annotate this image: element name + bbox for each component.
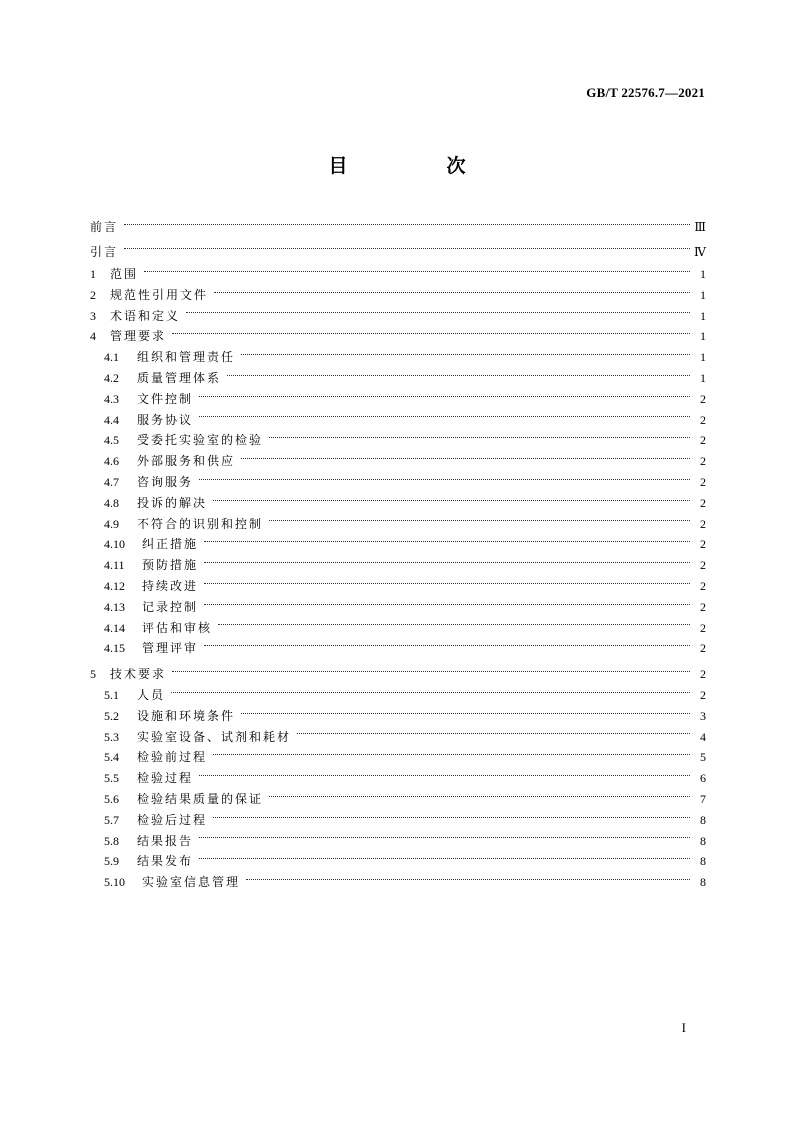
toc-dot-leader: [124, 224, 690, 225]
toc-entry[interactable]: [90, 410, 706, 431]
toc-entry[interactable]: [90, 576, 706, 597]
toc-entry-number: 3: [90, 308, 96, 323]
toc-entry[interactable]: [90, 851, 706, 872]
toc-entry[interactable]: [90, 768, 706, 789]
toc-entry-title: 服务协议: [137, 412, 194, 427]
toc-entry-title: 组织和管理责任: [137, 350, 236, 365]
toc-entry-page: 2: [700, 620, 706, 635]
toc-entry-title: 持续改进: [142, 578, 199, 593]
toc-entry-number: 5.5: [104, 771, 119, 786]
toc-entry-title: 文件控制: [137, 391, 194, 406]
toc-entry-number: 5.6: [104, 791, 119, 806]
toc-entry-number: 5.2: [104, 708, 119, 723]
toc-entry-title: 受委托实验室的检验: [137, 433, 264, 448]
toc-dot-leader: [213, 500, 690, 501]
toc-entry-page: 5: [700, 750, 706, 765]
toc-entry-title: 纠正措施: [142, 537, 199, 552]
toc-entry[interactable]: [90, 727, 706, 748]
toc-dot-leader: [269, 796, 690, 797]
toc-entry-number: 5.3: [104, 729, 119, 744]
toc-dot-leader: [269, 437, 690, 438]
toc-entry-title: 咨询服务: [137, 474, 194, 489]
standard-number: GB/T 22576.7—2021: [586, 85, 705, 100]
toc-entry-page: 2: [700, 641, 706, 656]
toc-entry-number: 1: [90, 267, 96, 281]
toc-dot-leader: [204, 604, 690, 605]
toc-entry-number: 4.3: [104, 391, 119, 406]
toc-dot-leader: [214, 292, 690, 293]
toc-entry-number: 4.15: [104, 641, 125, 656]
toc-entry-page: 2: [700, 558, 706, 573]
table-of-contents: [90, 215, 706, 893]
toc-entry[interactable]: [90, 430, 706, 451]
toc-entry-number: 5.7: [104, 812, 119, 827]
toc-entry-page: 2: [700, 454, 706, 469]
toc-entry-page: 2: [700, 474, 706, 489]
toc-entry[interactable]: [90, 638, 706, 659]
toc-dot-leader: [172, 671, 690, 672]
toc-entry-page: 2: [700, 667, 706, 682]
toc-entry[interactable]: [90, 326, 706, 347]
page-title: 目 次: [328, 155, 506, 177]
toc-entry-page: 1: [700, 287, 706, 302]
toc-dot-leader: [241, 354, 690, 355]
toc-entry-number: 4.14: [104, 620, 125, 635]
toc-entry[interactable]: [90, 368, 706, 389]
toc-entry-page: 2: [700, 433, 706, 448]
toc-entry-page: 2: [700, 391, 706, 406]
toc-entry[interactable]: [90, 810, 706, 831]
toc-dot-leader: [172, 333, 690, 334]
toc-entry-title: 实验室设备、试剂和耗材: [137, 729, 292, 744]
toc-dot-leader: [241, 458, 690, 459]
toc-entry-number: 4.4: [104, 412, 119, 427]
toc-entry-title: 结果发布: [137, 854, 194, 869]
toc-entry[interactable]: [90, 240, 706, 265]
toc-entry-number: 4.7: [104, 474, 119, 489]
toc-entry-page: 4: [700, 729, 706, 744]
toc-entry[interactable]: [90, 706, 706, 727]
toc-entry-number: 5.8: [104, 833, 119, 848]
toc-entry-page: 8: [700, 833, 706, 848]
toc-dot-leader: [144, 271, 690, 272]
toc-dot-leader: [199, 775, 690, 776]
toc-entry-page: 2: [700, 495, 706, 510]
toc-entry-title: 不符合的识别和控制: [137, 516, 264, 531]
toc-entry-page: 8: [700, 854, 706, 869]
toc-entry-number: 4.10: [104, 537, 125, 552]
toc-entry-title: 管理评审: [142, 641, 199, 656]
toc-entry-page: 6: [700, 771, 706, 786]
toc-dot-leader: [204, 645, 690, 646]
toc-entry-title: 检验前过程: [137, 750, 208, 765]
toc-entry-title: 检验结果质量的保证: [137, 791, 264, 806]
toc-dot-leader: [227, 375, 690, 376]
toc-entry-page: 1: [700, 370, 706, 385]
toc-entry[interactable]: [90, 493, 706, 514]
toc-entry-title: 术语和定义: [110, 308, 181, 323]
toc-entry[interactable]: [90, 618, 706, 639]
toc-dot-leader: [297, 733, 690, 734]
toc-entry[interactable]: [90, 514, 706, 535]
toc-dot-leader: [204, 583, 690, 584]
toc-entry-page: 2: [700, 599, 706, 614]
toc-entry[interactable]: [90, 285, 706, 306]
page-number: I: [681, 1020, 686, 1035]
toc-entry[interactable]: [90, 264, 706, 285]
toc-entry-number: 4.2: [104, 370, 119, 385]
toc-entry-title: 人员: [137, 687, 166, 702]
toc-entry-page: 7: [700, 791, 706, 806]
toc-entry[interactable]: [90, 215, 706, 240]
toc-entry-title: 实验室信息管理: [142, 875, 241, 890]
toc-entry-title: 引言: [90, 244, 119, 259]
toc-dot-leader: [204, 541, 690, 542]
toc-dot-leader: [199, 858, 690, 859]
toc-entry-title: 范围: [110, 267, 139, 281]
toc-entry-number: 4.11: [104, 558, 125, 573]
toc-entry-title: 检验过程: [137, 771, 194, 786]
toc-entry[interactable]: [90, 597, 706, 618]
toc-entry-page: 8: [700, 875, 706, 890]
toc-entry-title: 规范性引用文件: [110, 287, 209, 302]
toc-entry[interactable]: [90, 347, 706, 368]
toc-entry-number: 5.1: [104, 687, 119, 702]
toc-entry-title: 外部服务和供应: [137, 454, 236, 469]
toc-entry-page: 2: [700, 578, 706, 593]
toc-entry[interactable]: [90, 685, 706, 706]
toc-dot-leader: [241, 713, 690, 714]
toc-entry[interactable]: [90, 664, 706, 685]
toc-entry[interactable]: [90, 872, 706, 893]
toc-entry-number: 4.6: [104, 454, 119, 469]
toc-entry-title: 管理要求: [110, 329, 167, 344]
toc-entry-page: Ⅲ: [694, 220, 706, 234]
toc-entry-title: 前言: [90, 220, 119, 234]
toc-entry-title: 设施和环境条件: [137, 708, 236, 723]
toc-entry[interactable]: [90, 306, 706, 327]
toc-dot-leader: [218, 624, 690, 625]
toc-dot-leader: [246, 879, 690, 880]
toc-entry-title: 检验后过程: [137, 812, 208, 827]
toc-dot-leader: [186, 312, 690, 313]
toc-entry-number: 4.12: [104, 578, 125, 593]
toc-dot-leader: [199, 837, 690, 838]
toc-entry-title: 预防措施: [142, 558, 199, 573]
toc-entry-number: 4.1: [104, 350, 119, 365]
toc-entry[interactable]: [90, 789, 706, 810]
toc-entry[interactable]: [90, 747, 706, 768]
toc-entry-page: 1: [700, 267, 706, 281]
toc-entry[interactable]: [90, 472, 706, 493]
toc-entry-number: 4: [90, 329, 96, 344]
toc-entry-page: 2: [700, 537, 706, 552]
toc-entry[interactable]: [90, 534, 706, 555]
toc-dot-leader: [204, 562, 690, 563]
toc-entry-title: 质量管理体系: [137, 370, 222, 385]
toc-entry-title: 技术要求: [110, 667, 167, 682]
toc-dot-leader: [269, 520, 690, 521]
toc-entry-page: 3: [700, 708, 706, 723]
toc-entry[interactable]: [90, 389, 706, 410]
toc-dot-leader: [199, 396, 690, 397]
toc-entry[interactable]: [90, 831, 706, 852]
toc-entry[interactable]: [90, 555, 706, 576]
toc-entry-title: 评估和审核: [142, 620, 213, 635]
toc-entry-number: 5.10: [104, 875, 125, 890]
toc-entry-title: 结果报告: [137, 833, 194, 848]
toc-entry-number: 4.5: [104, 433, 119, 448]
toc-entry-page: 2: [700, 516, 706, 531]
toc-entry-number: 5.9: [104, 854, 119, 869]
toc-entry-page: 2: [700, 687, 706, 702]
toc-entry-page: 1: [700, 308, 706, 323]
toc-dot-leader: [199, 479, 690, 480]
toc-entry[interactable]: [90, 451, 706, 472]
toc-entry-page: 2: [700, 412, 706, 427]
toc-entry-title: 投诉的解决: [137, 495, 208, 510]
toc-dot-leader: [171, 692, 690, 693]
toc-entry-page: Ⅳ: [694, 244, 706, 259]
toc-entry-number: 5.4: [104, 750, 119, 765]
toc-dot-leader: [213, 754, 690, 755]
toc-entry-page: 1: [700, 329, 706, 344]
toc-dot-leader: [124, 248, 690, 249]
toc-entry-number: 2: [90, 287, 96, 302]
toc-entry-title: 记录控制: [142, 599, 199, 614]
toc-entry-number: 4.13: [104, 599, 125, 614]
toc-dot-leader: [199, 416, 690, 417]
toc-entry-number: 5: [90, 667, 96, 682]
toc-dot-leader: [213, 817, 690, 818]
toc-entry-number: 4.9: [104, 516, 119, 531]
toc-entry-page: 1: [700, 350, 706, 365]
toc-entry-page: 8: [700, 812, 706, 827]
toc-entry-number: 4.8: [104, 495, 119, 510]
